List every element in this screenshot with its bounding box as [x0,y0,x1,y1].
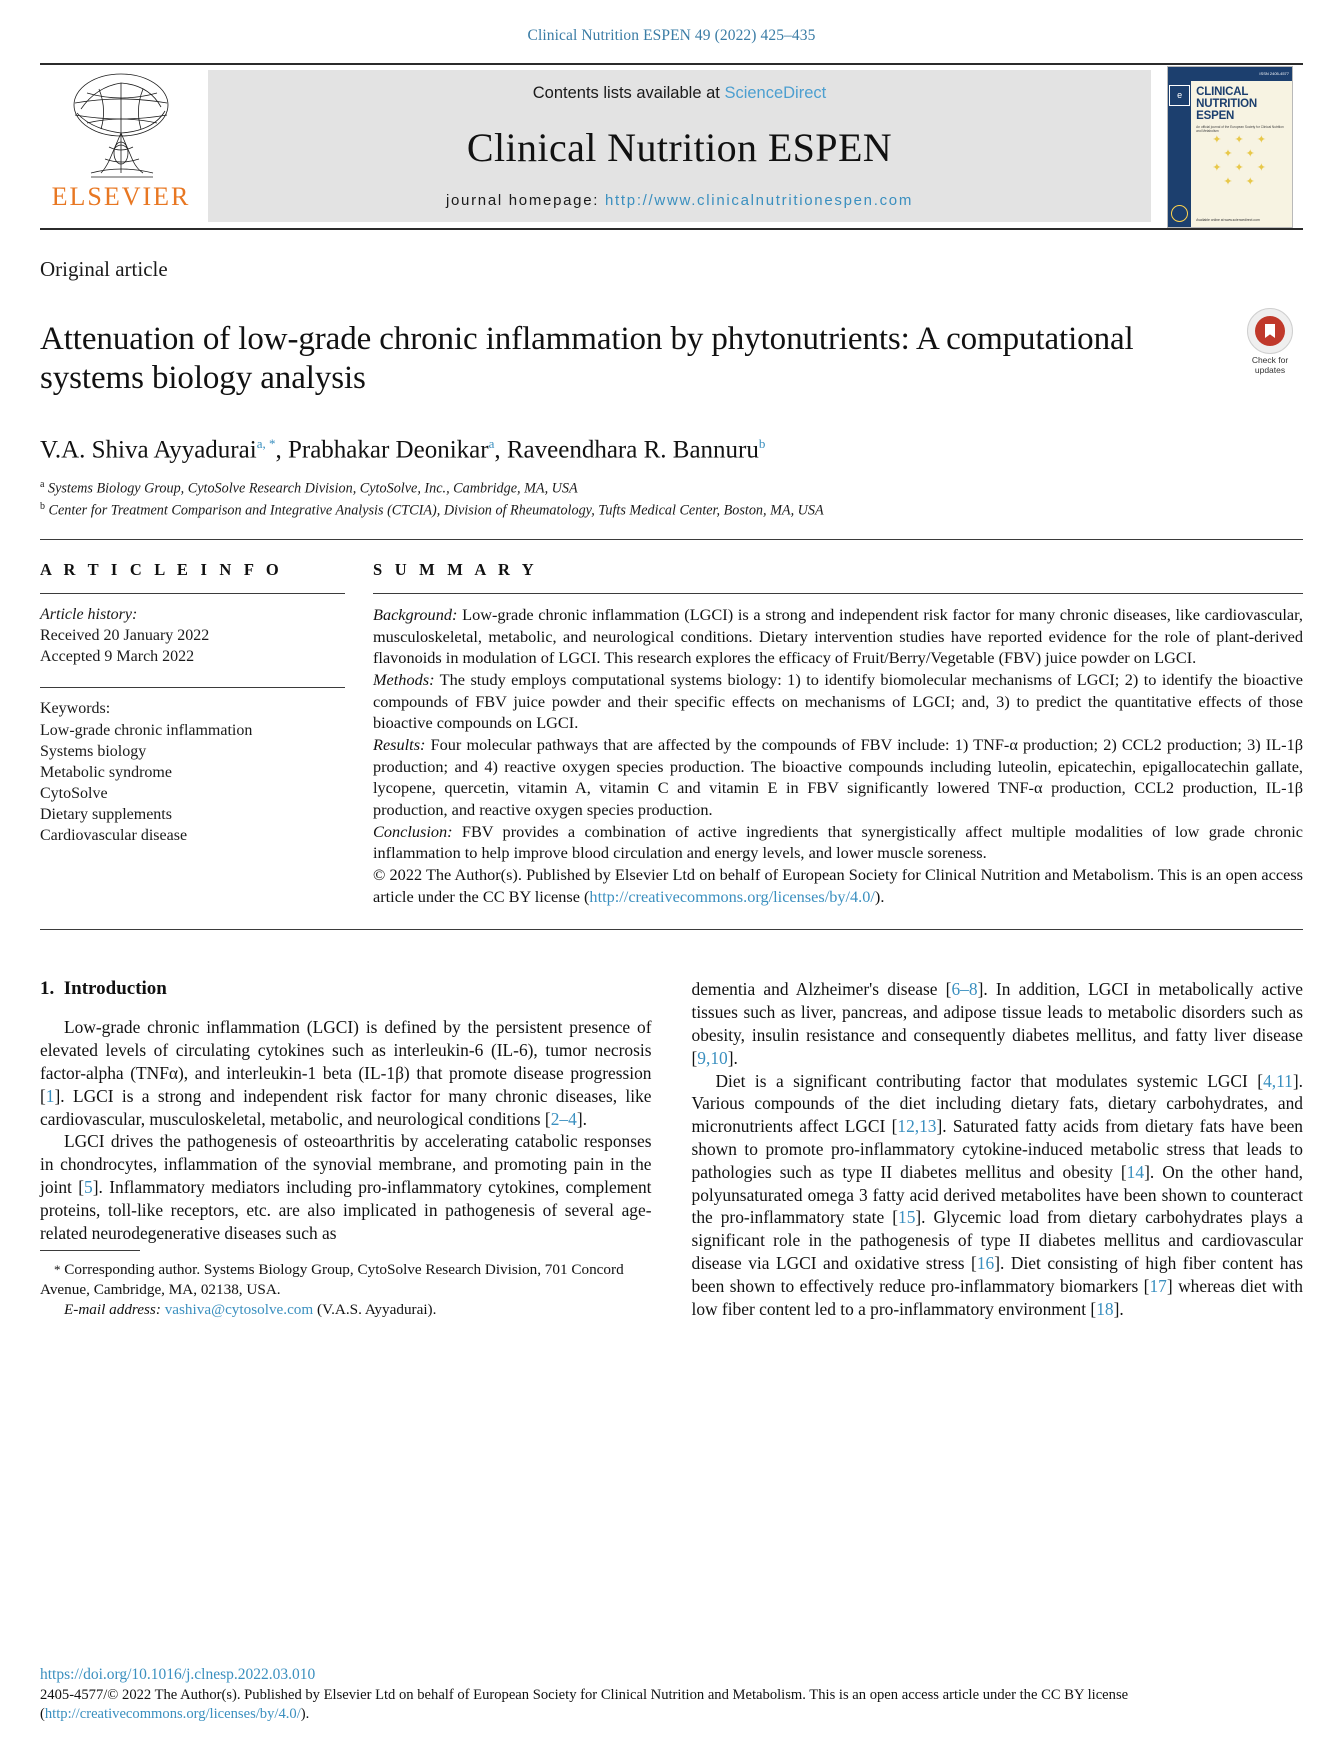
footnote-rule [40,1250,140,1251]
paragraph: Low-grade chronic inflammation (LGCI) is defined by the persistent presence of elevated levels of circulating cytokines such as interleukin-6 (IL-6), tumor necrosis factor-alpha (TNFα), and interleukin-1 beta (IL-1β) that promote disease progression [1]. LGCI is a strong and independent risk factor for many chronic diseases, like cardiovascular, musculoskeletal, metabolic, and neurological conditions [2–4]. [40,1017,652,1129]
keyword-item: CytoSolve [40,784,108,802]
summary-heading: S U M M A R Y [373,560,538,580]
journal-cover-thumbnail [1157,65,1303,228]
author-email-link[interactable]: vashiva@cytosolve.com [164,1301,314,1319]
article-info-heading: A R T I C L E I N F O [40,560,283,580]
citation-ref[interactable]: 18 [1096,1298,1114,1319]
article-received: Received 20 January 2022 [40,627,210,645]
footnote-corresponding-text: Corresponding author. Systems Biology Group, CytoSolve Research Division, 701 Concord Avenue, Cambridge, MA, 02138, USA. [40,1261,624,1299]
citation-ref[interactable]: 2–4 [550,1108,577,1129]
running-head: Clinical Nutrition ESPEN 49 (2022) 425–435 [527,27,816,44]
citation-ref[interactable]: 4,11 [1263,1070,1293,1091]
affiliation-mark: a [40,479,45,491]
footnote-corresponding [40,1260,653,1300]
author-affiliation-mark: a [488,436,495,452]
affiliation-text: Systems Biology Group, CytoSolve Research Division, CytoSolve, Inc., Cambridge, MA, USA [48,481,578,498]
left-column [40,978,652,1320]
cover-title-line2: NUTRITION [1196,97,1257,110]
cover-star-pattern: ✦ ✦ ✦ ✦ ✦ ✦ ✦ ✦ ✦ ✦ [1212,133,1271,188]
article-type: Original article [40,257,168,281]
section-title: Introduction [63,978,167,1000]
footer-cc-link[interactable]: http://creativecommons.org/licenses/by/4.0/ [44,1706,301,1723]
author-affiliation-mark: a, * [256,436,276,452]
homepage-prefix: journal homepage: [445,192,605,209]
author-name[interactable]: V.A. Shiva Ayyadurai [40,436,257,464]
paragraph: dementia and Alzheimer's disease [6–8]. In addition, LGCI in metabolically active tissues such as liver, pancreas, and adipose tissue leads to metabolic disorders such as obesity, insulin resistance and consequently diabetes mellitus, and fatty liver disease [9,10]. [691,979,1303,1068]
summary-paragraph [373,734,1303,821]
affiliation-mark: b [40,500,45,512]
elsevier-tree-icon [61,69,181,181]
keyword-item: Metabolic syndrome [40,763,172,781]
summary-column [373,560,1303,907]
masthead-center-panel [208,70,1151,222]
article-info-divider [40,593,345,594]
citation-ref[interactable]: 16 [976,1253,995,1274]
abstract-bottom-divider [40,929,1303,930]
citation-ref[interactable]: 5 [84,1177,93,1198]
author-affiliation-mark: b [758,436,766,452]
footnote-asterisk: * [54,1262,61,1278]
citation-ref[interactable]: 15 [898,1207,916,1228]
cover-subtitle: An official journal of the European Society for Clinical Nutrition and Metabolism [1196,124,1284,134]
legal-pre: 2405-4577/© 2022 The Author(s). Published by Elsevier Ltd on behalf of European Society for Clinical Nutrition and Metabolism. This is an open access article under the CC BY license ( [40,1687,1129,1723]
keywords-block [40,698,345,846]
summary-paragraph [373,604,1303,669]
elsevier-wordmark: ELSEVIER [51,182,191,211]
article-history-block [40,604,345,667]
affiliation-item [40,478,1303,499]
sun-icon [1171,205,1188,222]
keywords-label: Keywords: [40,700,111,718]
article-info-column [40,560,373,907]
paragraph: LGCI drives the pathogenesis of osteoarthritis by accelerating catabolic responses in chondrocytes, inflammation of the synovial membrane, and promoting pain in the joint [5]. Inflammatory mediators including pro-inflammatory cytokines, complement proteins, toll-like receptors, etc. are also implicated in pathogenesis of several age-related neurodegenerative diseases such as [40,1131,652,1243]
right-column [692,978,1304,1320]
header-divider [40,539,1303,540]
body-columns [40,978,1303,1320]
citation-ref[interactable]: 9,10 [697,1047,728,1068]
doi-link[interactable]: https://doi.org/10.1016/j.clnesp.2022.03.010 [40,1666,316,1684]
footnote-email-line [40,1300,653,1320]
cover-title-line3: ESPEN [1196,109,1235,122]
cc-license-link[interactable]: http://creativecommons.org/licenses/by/4.0/ [589,886,875,906]
left-column-text [40,1016,652,1244]
crossmark-line1: Check for [1251,355,1289,365]
cover-footer-text: Available online at www.sciencedirect.com [1196,217,1260,222]
summary-paragraph [373,821,1303,864]
section-heading-introduction [40,978,652,1000]
keyword-item: Low-grade chronic inflammation [40,721,253,739]
contents-prefix: Contents lists available at [532,84,725,102]
citation-ref[interactable]: 17 [1149,1275,1167,1296]
summary-body [373,604,1303,907]
summary-paragraph [373,669,1303,734]
page-title: Attenuation of low-grade chronic inflammation by phytonutrients: A computational systems biology analysis [40,321,1134,397]
citation-ref[interactable]: 1 [45,1085,55,1106]
email-owner: (V.A.S. Ayyadurai). [313,1301,437,1319]
sciencedirect-link[interactable]: ScienceDirect [724,84,827,102]
journal-masthead [40,63,1303,230]
cover-title-line1: CLINICAL [1196,85,1249,98]
crossmark-badge[interactable] [1237,308,1303,376]
summary-text: Four molecular pathways that are affected by the compounds of FBV include: 1) TNF-α production; 2) CCL2 production; 3) IL-1β production; and 4) reactive oxygen species production. The bioactive compounds including luteolin, epicatechin, epigallocatechin gallate, lycopene, quercetin, vitamin A, vitamin C and vitamin E in FBV significantly lowered TNF-α production, CCL2 production, IL-1β production, and reactive oxygen species production. [373,735,1303,820]
copyright-text: © 2022 The Author(s). Published by Elsevier Ltd on behalf of European Society for Clinical Nutrition and Metabolism. This is an open access article under the CC BY license ( [373,865,1303,906]
summary-divider [373,593,1303,594]
keyword-item: Systems biology [40,742,147,760]
espen-logo-icon: e [1169,85,1190,106]
article-accepted: Accepted 9 March 2022 [40,648,195,666]
summary-text: FBV provides a combination of active ingredients that synergistically affect multiple modalities of low grade chronic inflammation to help improve blood circulation and energy levels, and lower muscle soreness. [373,821,1303,863]
keyword-item: Cardiovascular disease [40,827,188,845]
cover-issn: ISSN 2405-4577 [1259,71,1289,76]
journal-title: Clinical Nutrition ESPEN [466,124,893,170]
summary-copyright [373,864,1303,907]
cover-top-bar [1168,67,1292,81]
affiliation-list [40,478,1303,521]
elsevier-logo [40,65,202,228]
summary-label: Methods: [373,670,435,690]
summary-text: Low-grade chronic inflammation (LGCI) is a strong and independent risk factor for many chronic diseases, like cardiovascular, musculoskeletal, metabolic, and neurological conditions. Dietary intervention studies have reported evidence for the role of plant-derived flavonoids in modulation of LGCI. This research explores the efficacy of Fruit/Berry/Vegetable (FBV) juice powder on LGCI. [373,605,1303,668]
paragraph: Diet is a significant contributing factor that modulates systemic LGCI [4,11]. Various compounds of the diet including dietary fats, dietary carbohydrates, and micronutrients affect LGCI [12,13]. Saturated fatty acids from dietary fats have been shown to promote pro-inflammatory cytokine-induced metabolic stress that leads to pathologies such as type II diabetes mellitus and obesity [14]. On the other hand, polyunsaturated omega 3 fatty acid derived metabolites have been shown to counteract the pro-inflammatory state [15]. Glycemic load from dietary carbohydrates plays a significant role in the pathogenesis of type II diabetes mellitus and cardiovascular disease via LGCI and oxidative stress [16]. Diet consisting of high fiber content has been shown to effectively reduce pro-inflammatory biomarkers [17] whereas diet with low fiber content led to a pro-inflammatory environment [18]. [691,1070,1304,1319]
corresponding-author-footnote [40,1250,653,1320]
citation-ref[interactable]: 6–8 [951,979,978,1000]
right-column-text [692,978,1304,1320]
journal-homepage-line [446,192,913,209]
section-number: 1. [40,978,55,1000]
affiliation-text: Center for Treatment Comparison and Integrative Analysis (CTCIA), Division of Rheumatology, Tufts Medical Center, Boston, MA, USA [48,502,824,519]
author-list: V.A. Shiva Ayyadurai$^{a, *}$, Prabhakar Deonikar$^a$, Raveendhara R. Bannuru$^b$ [40,436,766,464]
journal-homepage-link[interactable]: http://www.clinicalnutritionespen.com [605,192,914,209]
citation-ref[interactable]: 14 [1126,1161,1145,1182]
keyword-item: Dietary supplements [40,805,172,823]
summary-label: Results: [373,735,426,755]
summary-label: Conclusion: [373,821,453,841]
page-footer [40,1666,1303,1724]
copyright-tail: ). [874,886,885,906]
affiliation-item [40,500,1303,521]
crossmark-line2: updates [1254,364,1286,375]
author-name[interactable]: Raveendhara R. Bannuru [506,436,759,464]
citation-ref[interactable]: 12,13 [897,1116,937,1137]
summary-label: Background: [373,605,458,625]
summary-text: The study employs computational systems biology: 1) to identify biomolecular mechanisms of LGCI; 2) to identify the bioactive compounds of FBV juice powder and their specific effects on mechanisms of LGCI; and, 3) to predict the quantitative effects of those bioactive compounds on LGCI. [373,670,1303,733]
cover-front [1191,81,1292,227]
cover-spine [1168,81,1191,227]
author-name[interactable]: Prabhakar Deonikar [287,436,489,464]
article-history-label: Article history: [40,606,138,624]
crossmark-icon [1247,308,1293,354]
email-label: E-mail address: [64,1301,161,1319]
legal-tail: ). [300,1706,310,1723]
contents-available-line [533,84,826,103]
footer-legal-text [40,1686,1303,1724]
keywords-divider [40,687,345,688]
